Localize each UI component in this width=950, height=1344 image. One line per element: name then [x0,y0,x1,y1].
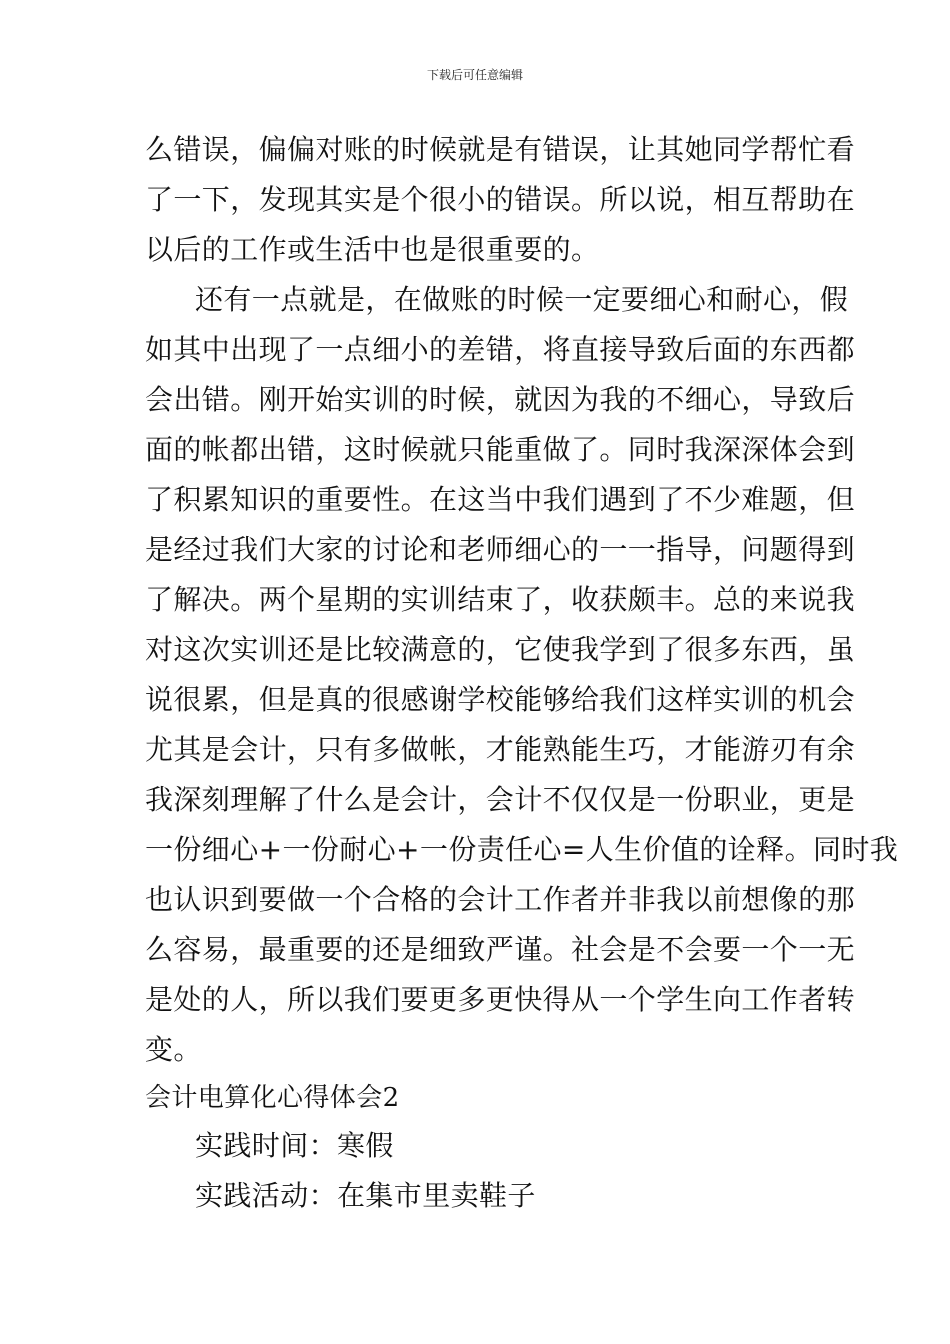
text-line: 么容易，最重要的还是细致严谨。社会是不会要一个一无 [145,933,856,966]
text-line: 实践时间：寒假 [195,1129,394,1162]
text-line: 会出错。刚开始实训的时候，就因为我的不细心，导致后 [145,383,856,416]
text-line: 了一下，发现其实是个很小的错误。所以说，相互帮助在 [145,183,856,216]
text-line: 对这次实训还是比较满意的，它使我学到了很多东西，虽 [145,633,856,666]
text-line: 面的帐都出错，这时候就只能重做了。同时我深深体会到 [145,433,856,466]
text-line: 尤其是会计，只有多做帐，才能熟能生巧，才能游刃有余 [145,733,856,766]
text-line: 还有一点就是，在做账的时候一定要细心和耐心，假 [195,283,849,316]
text-line: 么错误，偏偏对账的时候就是有错误，让其她同学帮忙看 [145,133,856,166]
text-line: 是处的人，所以我们要更多更快得从一个学生向工作者转 [145,983,856,1016]
section-heading: 会计电算化心得体会2 [145,1083,400,1113]
text-line: 我深刻理解了什么是会计，会计不仅仅是一份职业，更是 [145,783,856,816]
text-line: 如其中出现了一点细小的差错，将直接导致后面的东西都 [145,333,856,366]
text-line: 是经过我们大家的讨论和老师细心的一一指导，问题得到 [145,533,856,566]
text-line: 实践活动：在集市里卖鞋子 [195,1179,536,1212]
text-line: 也认识到要做一个合格的会计工作者并非我以前想像的那 [145,883,856,916]
text-line: 以后的工作或生活中也是很重要的。 [145,233,600,266]
text-line: 了解决。两个星期的实训结束了，收获颇丰。总的来说我 [145,583,856,616]
text-line: 一份细心+一份耐心+一份责任心=人生价值的诠释。同时我 [145,833,899,866]
text-line: 了积累知识的重要性。在这当中我们遇到了不少难题，但 [145,483,856,516]
text-line: 说很累，但是真的很感谢学校能够给我们这样实训的机会 [145,683,856,716]
text-line: 变。 [145,1033,202,1066]
header-note: 下载后可任意编辑 [426,68,523,82]
